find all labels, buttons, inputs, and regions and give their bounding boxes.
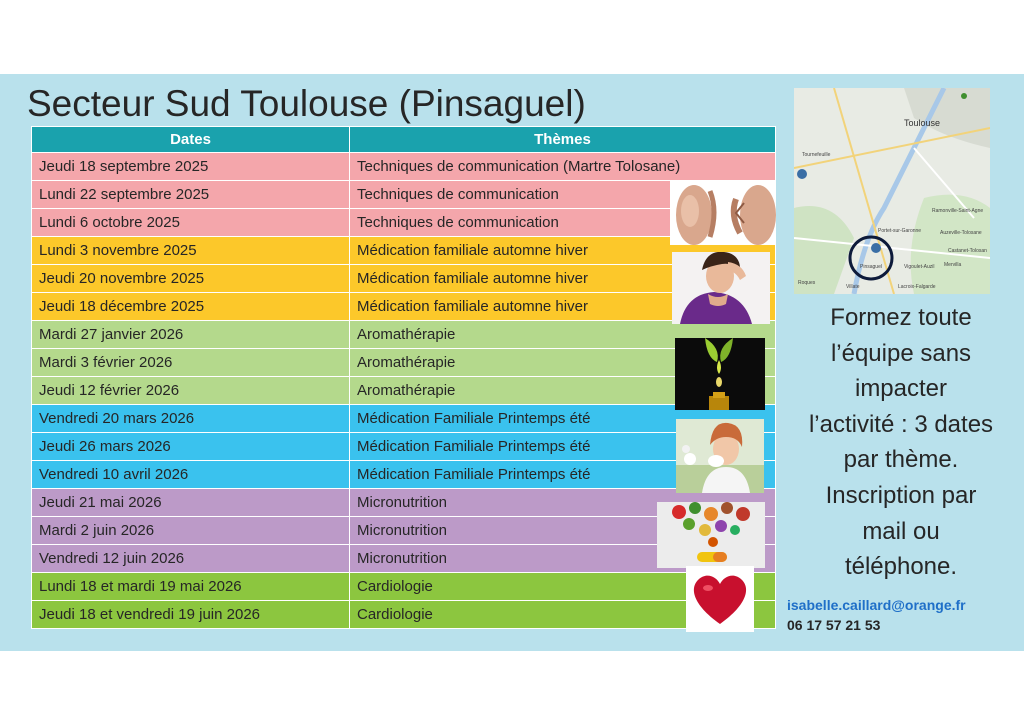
date-cell: Mardi 3 février 2026 [32,349,350,377]
theme-cell: Techniques de communication (Martre Tolosane) [350,153,776,181]
theme-cell: Micronutrition [350,545,776,573]
theme-cell: Médication Familiale Printemps été [350,461,776,489]
date-cell: Jeudi 18 septembre 2025 [32,153,350,181]
theme-cell: Aromathérapie [350,321,776,349]
cardiology-image [686,566,754,632]
contact-email[interactable]: isabelle.caillard@orange.fr [787,597,966,613]
theme-cell: Médication familiale automne hiver [350,265,776,293]
page-title: Secteur Sud Toulouse (Pinsaguel) [27,83,586,124]
theme-cell: Aromathérapie [350,377,776,405]
sick-woman-illustration [672,252,770,324]
sneezing-woman-illustration [676,419,764,493]
date-cell: Mardi 2 juin 2026 [32,517,350,545]
side-line: impacter [854,375,948,403]
theme-cell: Techniques de communication [350,209,776,237]
date-cell: Mardi 27 janvier 2026 [32,321,350,349]
heart-icon [686,566,754,632]
header-themes: Thèmes [350,127,776,153]
supplements-illustration [657,502,765,568]
table-row [32,237,776,265]
date-cell: Jeudi 12 février 2026 [32,377,350,405]
table-row [32,573,776,601]
map-place-portet: Portet-sur-Garonne [878,228,922,234]
header-dates: Dates [32,127,350,153]
table-header-row [32,127,776,153]
map-place-lacroix: Lacroix-Falgarde [898,284,936,290]
date-cell: Lundi 18 et mardi 19 mai 2026 [32,573,350,601]
date-cell: Vendredi 20 mars 2026 [32,405,350,433]
theme-cell: Médication Familiale Printemps été [350,405,776,433]
date-cell: Jeudi 18 et vendredi 19 juin 2026 [32,601,350,629]
theme-cell: Micronutrition [350,517,776,545]
cold-illness-image [672,252,770,324]
map-place-auzeville: Auzeville-Tolosane [940,230,982,236]
whisper-illustration [670,181,776,245]
theme-cell: Micronutrition [350,489,776,517]
essential-oil-illustration [675,338,765,410]
side-line: l’activité : 3 dates [808,410,994,438]
side-line: Formez toute [830,304,972,331]
date-cell: Vendredi 10 avril 2026 [32,461,350,489]
table-row [32,601,776,629]
map-city-label: Toulouse [904,118,941,128]
theme-cell: Médication Familiale Printemps été [350,433,776,461]
side-line: par thème. [843,446,959,474]
table-row [32,153,776,181]
map-place-vigoulet: Vigoulet-Auzil [904,264,935,270]
table-row [32,209,776,237]
side-message [781,300,1021,585]
map-place-tournefeuille: Tournefeuille [802,152,831,158]
aromatherapy-image [675,338,765,410]
table-row [32,293,776,321]
table-row [32,321,776,349]
date-cell: Jeudi 21 mai 2026 [32,489,350,517]
date-cell: Vendredi 12 juin 2026 [32,545,350,573]
table-row [32,433,776,461]
theme-cell: Techniques de communication [350,181,776,209]
map-place-mervilla: Mervilla [944,262,962,268]
contact-phone[interactable]: 06 17 57 21 53 [787,617,881,633]
theme-cell: Cardiologie [350,573,776,601]
table-row [32,181,776,209]
map-place-ramonville: Ramonville-Saint-Agne [932,208,984,214]
spring-allergy-image [676,419,764,493]
table-row [32,461,776,489]
date-cell: Jeudi 26 mars 2026 [32,433,350,461]
side-line: téléphone. [844,553,958,581]
table-row [32,377,776,405]
map-place-castanet: Castanet-Tolosan [948,248,987,254]
side-line: l’équipe sans [830,339,972,367]
theme-cell: Médication familiale automne hiver [350,237,776,265]
date-cell: Lundi 6 octobre 2025 [32,209,350,237]
table-row [32,405,776,433]
theme-cell: Cardiologie [350,601,776,629]
table-row [32,349,776,377]
side-line: mail ou [862,517,940,545]
map-place-roques: Roques [798,280,816,286]
date-cell: Lundi 22 septembre 2025 [32,181,350,209]
map-place-villate: Villate [846,284,860,290]
theme-cell: Aromathérapie [350,349,776,377]
date-cell: Jeudi 18 décembre 2025 [32,293,350,321]
micronutrition-image [657,502,765,568]
theme-cell: Médication familiale automne hiver [350,293,776,321]
side-line: Inscription par [825,481,977,509]
location-map [794,88,990,294]
date-cell: Lundi 3 novembre 2025 [32,237,350,265]
communication-image [670,181,776,245]
date-cell: Jeudi 20 novembre 2025 [32,265,350,293]
map-place-pinsaguel: Pinsaguel [860,264,882,270]
table-row [32,265,776,293]
